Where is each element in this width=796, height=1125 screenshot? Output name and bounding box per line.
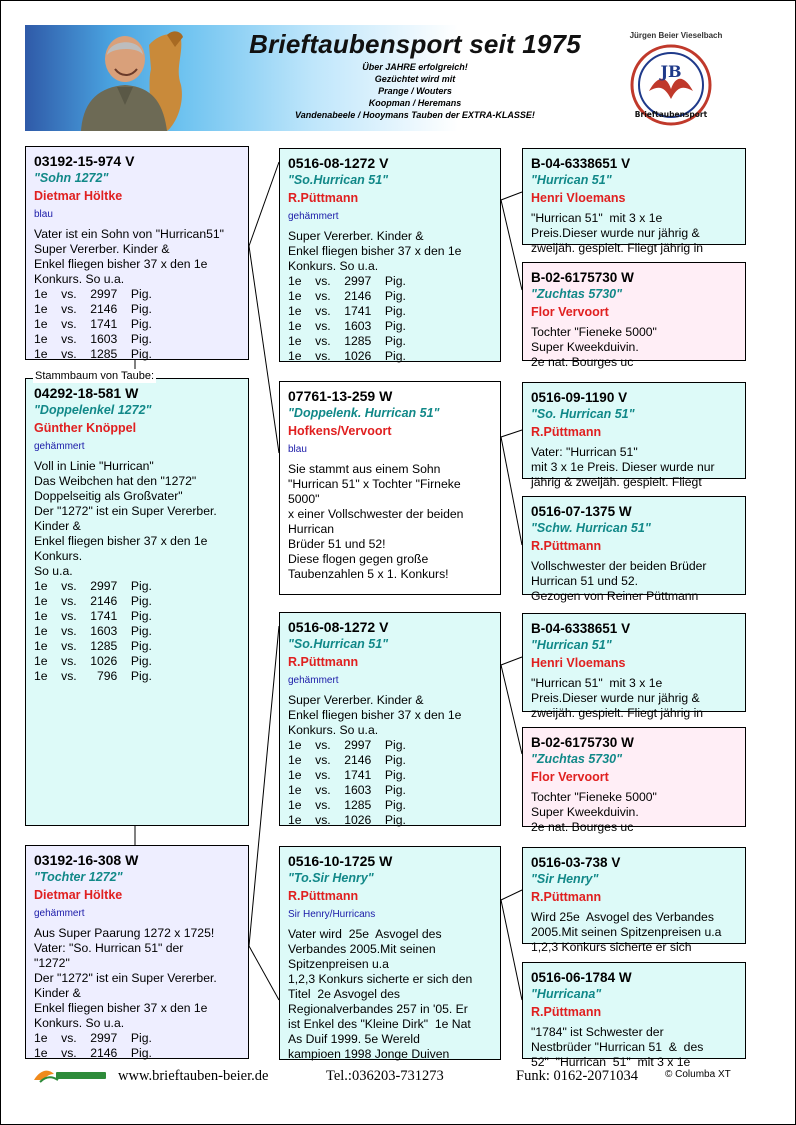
desc-line: 1e vs. 2997 Pig. bbox=[34, 287, 152, 301]
pigeon-color: gehämmert bbox=[288, 211, 339, 222]
pigeon-card-dam[interactable] bbox=[25, 845, 249, 1059]
pigeon-name: "Hurricana" bbox=[531, 987, 602, 1001]
club-logo bbox=[629, 43, 713, 127]
desc-line: Diese flogen gegen große bbox=[288, 552, 429, 566]
desc-line: Hurrican bbox=[288, 522, 335, 536]
banner-title: Brieftaubensport seit 1975 bbox=[249, 29, 581, 59]
desc-line: Sie stammt aus einem Sohn bbox=[288, 462, 441, 476]
desc-line: 1e vs. 1026 Pig. bbox=[34, 654, 152, 668]
desc-line: Tochter "Fieneke 5000" bbox=[531, 790, 657, 804]
desc-line: Regionalverbandes 257 in '05. Er bbox=[288, 1002, 468, 1016]
desc-line: "Hurrican 51" x Tochter "Firneke bbox=[288, 477, 461, 491]
banner-tagline bbox=[245, 61, 585, 121]
tagline-line: Vandenabeele / Hooymans Tauben der EXTRA-KLASSE! bbox=[295, 110, 535, 120]
desc-line: Gezogen von Reiner Püttmann bbox=[531, 589, 699, 603]
header-banner bbox=[25, 25, 747, 131]
desc-line: Konkurs. So u.a. bbox=[34, 1016, 125, 1030]
breeder-name: R.Püttmann bbox=[288, 889, 359, 903]
tagline-line: Prange / Wouters bbox=[378, 86, 452, 96]
desc-line: Kinder & bbox=[34, 519, 81, 533]
tagline-line: Über JAHRE erfolgreich! bbox=[362, 62, 468, 72]
ring-number: 0516-03-738 V bbox=[531, 855, 621, 870]
telephone: Tel.:036203-731273 bbox=[326, 1068, 444, 1084]
desc-line: 52" "Hurrican 51" mit 3 x 1e bbox=[531, 1055, 691, 1069]
pigeon-name: "So.Hurrican 51" bbox=[288, 173, 389, 187]
pigeon-card-sss[interactable] bbox=[522, 148, 746, 255]
pigeon-card-sds[interactable] bbox=[522, 382, 746, 489]
desc-line: x einer Vollschwester der beiden bbox=[288, 507, 464, 521]
desc-line: 1e vs. 2997 Pig. bbox=[34, 579, 152, 593]
desc-line: 1e vs. 1285 Pig. bbox=[34, 639, 152, 653]
breeder-name: R.Püttmann bbox=[288, 191, 359, 205]
ring-number: 0516-09-1190 V bbox=[531, 390, 628, 405]
desc-line: Enkel fliegen bisher 37 x den 1e bbox=[34, 1001, 208, 1015]
desc-line: 1e vs. 1741 Pig. bbox=[34, 609, 152, 623]
breeder-name: R.Püttmann bbox=[531, 890, 602, 904]
pigeon-card-dam-sire[interactable] bbox=[279, 612, 501, 826]
pigeon-name: "Doppelenkel 1272" bbox=[34, 403, 152, 417]
desc-line: Vater: "Hurrican 51" bbox=[531, 445, 638, 459]
pigeon-description bbox=[34, 227, 240, 362]
pigeon-description bbox=[288, 927, 492, 1062]
pigeon-name: "So.Hurrican 51" bbox=[288, 637, 389, 651]
ring-number: 07761-13-259 W bbox=[288, 388, 393, 404]
desc-line: Enkel fliegen bisher 37 x den 1e bbox=[34, 534, 208, 548]
breeder-name: R.Püttmann bbox=[531, 425, 602, 439]
pigeon-description bbox=[531, 325, 737, 370]
pigeon-description bbox=[288, 693, 492, 828]
pigeon-description bbox=[531, 1025, 737, 1070]
desc-line: Aus Super Paarung 1272 x 1725! bbox=[34, 926, 215, 940]
desc-line: 1e vs. 1741 Pig. bbox=[288, 304, 406, 318]
desc-line: 1e vs. 1741 Pig. bbox=[34, 317, 152, 331]
desc-line: Verbandes 2005.Mit seinen bbox=[288, 942, 436, 956]
pigeon-description bbox=[531, 910, 737, 955]
desc-line: 1e vs. 1603 Pig. bbox=[288, 783, 406, 797]
pigeon-card-ssd[interactable] bbox=[522, 262, 746, 369]
desc-line: 1e vs. 2146 Pig. bbox=[288, 289, 406, 303]
desc-line: Enkel fliegen bisher 37 x den 1e bbox=[288, 708, 462, 722]
desc-line: 1e vs. 1603 Pig. bbox=[288, 319, 406, 333]
pigeon-description bbox=[288, 229, 492, 364]
pigeon-name: "Hurrican 51" bbox=[531, 638, 612, 652]
desc-line: Super Kweekduivin. bbox=[531, 805, 639, 819]
pigeon-card-sire[interactable] bbox=[25, 146, 249, 360]
desc-line: Vollschwester der beiden Brüder bbox=[531, 559, 707, 573]
desc-line: 2005.Mit seinen Spitzenpreisen u.a bbox=[531, 925, 722, 939]
desc-line: Doppelseitig als Großvater" bbox=[34, 489, 183, 503]
pigeon-card-sire-dam[interactable] bbox=[279, 381, 501, 595]
breeder-name: Henri Vloemans bbox=[531, 191, 626, 205]
pigeon-name: "Sohn 1272" bbox=[34, 171, 109, 185]
logo-initials: JB bbox=[660, 62, 682, 81]
desc-line: Brüder 51 und 52! bbox=[288, 537, 386, 551]
pigeon-name: "Sir Henry" bbox=[531, 872, 599, 886]
mobile-phone: Funk: 0162-2071034 bbox=[516, 1068, 639, 1084]
ring-number: 0516-10-1725 W bbox=[288, 853, 393, 869]
desc-line: 1e vs. 1285 Pig. bbox=[288, 798, 406, 812]
ring-number: B-02-6175730 W bbox=[531, 735, 634, 750]
desc-line: Vater wird 25e Asvogel des bbox=[288, 927, 442, 941]
desc-line: Vater ist ein Sohn von "Hurrican51" bbox=[34, 227, 224, 241]
desc-line: 1e vs. 2997 Pig. bbox=[34, 1031, 152, 1045]
ring-number: B-02-6175730 W bbox=[531, 270, 634, 285]
desc-line: 1e vs. 1285 Pig. bbox=[34, 347, 152, 361]
tagline-line: Gezüchtet wird mit bbox=[374, 74, 456, 84]
desc-line: Preis.Dieser wurde nur jährig & bbox=[531, 226, 700, 240]
pigeon-card-ddd[interactable] bbox=[522, 962, 746, 1069]
desc-line: Der "1272" ist ein Super Vererber. bbox=[34, 971, 217, 985]
pigeon-card-subject[interactable] bbox=[25, 378, 249, 826]
pigeon-description bbox=[288, 462, 492, 582]
desc-line: Super Vererber. Kinder & bbox=[288, 693, 424, 707]
desc-line: Wird 25e Asvogel des Verbandes bbox=[531, 910, 714, 924]
pigeon-description bbox=[531, 676, 737, 721]
desc-line: 1e vs. 1603 Pig. bbox=[34, 624, 152, 638]
breeder-photo bbox=[63, 25, 193, 131]
brand-name: Jürgen Beier Vieselbach bbox=[629, 31, 723, 40]
copyright: © Columba XT bbox=[665, 1069, 731, 1080]
desc-line: "Hurrican 51" mit 3 x 1e bbox=[531, 676, 663, 690]
desc-line: zweijäh. gespielt. Fliegt jährig in bbox=[531, 706, 704, 720]
desc-line: 1,2,3 Konkurs sicherte er sich bbox=[531, 940, 692, 954]
desc-line: Super Vererber. Kinder & bbox=[34, 242, 170, 256]
pigeon-color: blau bbox=[34, 209, 53, 220]
desc-line: zweijäh. gespielt. Fliegt jährig in bbox=[531, 241, 704, 255]
desc-line: jährig & zweijäh. gespielt. Fliegt bbox=[531, 475, 702, 489]
pigeon-color: gehämmert bbox=[34, 908, 85, 919]
pigeon-name: "Tochter 1272" bbox=[34, 870, 123, 884]
ring-number: 0516-08-1272 V bbox=[288, 155, 389, 171]
desc-line: kampioen 1998 Jonge Duiven bbox=[288, 1047, 450, 1061]
desc-line: 1e vs. 1026 Pig. bbox=[288, 813, 406, 827]
pigeon-color: gehämmert bbox=[34, 441, 85, 452]
desc-line: 1e vs. 2146 Pig. bbox=[34, 1046, 152, 1060]
breeder-name: Flor Vervoort bbox=[531, 305, 609, 319]
desc-line: Spitzenpreisen u.a bbox=[288, 957, 389, 971]
pigeon-description bbox=[531, 445, 737, 490]
desc-line: 1e vs. 2997 Pig. bbox=[288, 274, 406, 288]
breeder-name: Dietmar Höltke bbox=[34, 888, 123, 902]
desc-line: Kinder & bbox=[34, 986, 81, 1000]
footer bbox=[0, 1066, 796, 1088]
pedigree-caption: Stammbaum von Taube: bbox=[35, 370, 155, 382]
breeder-name: Hofkens/Vervoort bbox=[288, 424, 392, 438]
desc-line: "Hurrican 51" mit 3 x 1e bbox=[531, 211, 663, 225]
logo-ring-text: Brieftaubensport bbox=[634, 110, 708, 119]
desc-line: 1e vs. 1026 Pig. bbox=[288, 349, 406, 363]
ring-number: B-04-6338651 V bbox=[531, 156, 631, 171]
pigeon-card-dsd[interactable] bbox=[522, 727, 746, 834]
breeder-name: Günther Knöppel bbox=[34, 421, 137, 435]
desc-line: Konkurs. So u.a. bbox=[288, 723, 379, 737]
desc-line: Voll in Linie "Hurrican" bbox=[34, 459, 154, 473]
desc-line: 1e vs. 2146 Pig. bbox=[34, 302, 152, 316]
pigeon-description bbox=[34, 926, 240, 1061]
pigeon-color: Sir Henry/Hurricans bbox=[288, 909, 376, 920]
desc-line: 1e vs. 2146 Pig. bbox=[34, 594, 152, 608]
desc-line: Tochter "Fieneke 5000" bbox=[531, 325, 657, 339]
desc-line: 1e vs. 1741 Pig. bbox=[288, 768, 406, 782]
desc-line: 1,2,3 Konkurs sicherte er sich den bbox=[288, 972, 473, 986]
desc-line: Nestbrüder "Hurrican 51 & des bbox=[531, 1040, 704, 1054]
pigeon-name: "Zuchtas 5730" bbox=[531, 752, 623, 766]
ring-number: 03192-15-974 V bbox=[34, 153, 135, 169]
ring-number: 0516-08-1272 V bbox=[288, 619, 389, 635]
desc-line: As Duif 1999. 5e Wereld bbox=[288, 1032, 420, 1046]
desc-line: Konkurs. bbox=[34, 549, 83, 563]
desc-line: Konkurs. So u.a. bbox=[34, 272, 125, 286]
desc-line: 1e vs. 1603 Pig. bbox=[34, 332, 152, 346]
breeder-name: R.Püttmann bbox=[531, 1005, 602, 1019]
desc-line: Enkel fliegen bisher 37 x den 1e bbox=[34, 257, 208, 271]
pigeon-card-sire-sire[interactable] bbox=[279, 148, 501, 362]
pigeon-name: "Zuchtas 5730" bbox=[531, 287, 623, 301]
pigeon-description bbox=[531, 559, 737, 604]
ring-number: 0516-07-1375 W bbox=[531, 504, 632, 519]
desc-line: 1e vs. 2146 Pig. bbox=[288, 753, 406, 767]
ring-number: B-04-6338651 V bbox=[531, 621, 631, 636]
desc-line: Titel 2e Asvogel des bbox=[288, 987, 401, 1001]
desc-line: 2e nat. Bourges uc bbox=[531, 820, 634, 834]
desc-line: 1e vs. 2997 Pig. bbox=[288, 738, 406, 752]
pigeon-color: blau bbox=[288, 444, 307, 455]
footer-logo-icon bbox=[32, 1066, 108, 1084]
pigeon-name: "Schw. Hurrican 51" bbox=[531, 521, 651, 535]
pigeon-name: "Hurrican 51" bbox=[531, 173, 612, 187]
ring-number: 04292-18-581 W bbox=[34, 385, 139, 401]
pigeon-description bbox=[531, 790, 737, 835]
desc-line: Super Vererber. Kinder & bbox=[288, 229, 424, 243]
desc-line: So u.a. bbox=[34, 564, 73, 578]
desc-line: Preis.Dieser wurde nur jährig & bbox=[531, 691, 700, 705]
website-link[interactable]: www.brieftauben-beier.de bbox=[118, 1068, 269, 1084]
pigeon-card-dds[interactable] bbox=[522, 847, 746, 954]
pigeon-name: "To.Sir Henry" bbox=[288, 871, 374, 885]
desc-line: mit 3 x 1e Preis. Dieser wurde nur bbox=[531, 460, 715, 474]
desc-line: 2e nat. Bourges uc bbox=[531, 355, 634, 369]
desc-line: Taubenzahlen 5 x 1. Konkurs! bbox=[288, 567, 449, 581]
pigeon-card-dam-dam[interactable] bbox=[279, 846, 501, 1060]
desc-line: Super Kweekduivin. bbox=[531, 340, 639, 354]
pigeon-description bbox=[34, 459, 240, 684]
desc-line: Konkurs. So u.a. bbox=[288, 259, 379, 273]
pigeon-description bbox=[531, 211, 737, 256]
tagline-line: Koopman / Heremans bbox=[368, 98, 462, 108]
pigeon-color: gehämmert bbox=[288, 675, 339, 686]
desc-line: ist Enkel des "Kleine Dirk" 1e Nat bbox=[288, 1017, 471, 1031]
breeder-name: Henri Vloemans bbox=[531, 656, 626, 670]
desc-line: 1e vs. 1285 Pig. bbox=[288, 334, 406, 348]
ring-number: 03192-16-308 W bbox=[34, 852, 139, 868]
breeder-name: Flor Vervoort bbox=[531, 770, 609, 784]
desc-line: Vater: "So. Hurrican 51" der bbox=[34, 941, 184, 955]
breeder-name: Dietmar Höltke bbox=[34, 189, 123, 203]
desc-line: 5000" bbox=[288, 492, 320, 506]
pigeon-name: "Doppelenk. Hurrican 51" bbox=[288, 406, 440, 420]
desc-line: Hurrican 51 und 52. bbox=[531, 574, 639, 588]
breeder-name: R.Püttmann bbox=[531, 539, 602, 553]
desc-line: Enkel fliegen bisher 37 x den 1e bbox=[288, 244, 462, 258]
breeder-name: R.Püttmann bbox=[288, 655, 359, 669]
desc-line: Der "1272" ist ein Super Vererber. bbox=[34, 504, 217, 518]
desc-line: 1e vs. 796 Pig. bbox=[34, 669, 152, 683]
desc-line: "1784" ist Schwester der bbox=[531, 1025, 664, 1039]
desc-line: "1272" bbox=[34, 956, 70, 970]
pigeon-card-sdd[interactable] bbox=[522, 496, 746, 603]
desc-line: Das Weibchen hat den "1272" bbox=[34, 474, 197, 488]
ring-number: 0516-06-1784 W bbox=[531, 970, 632, 985]
pigeon-name: "So. Hurrican 51" bbox=[531, 407, 635, 421]
pigeon-card-dss[interactable] bbox=[522, 613, 746, 720]
